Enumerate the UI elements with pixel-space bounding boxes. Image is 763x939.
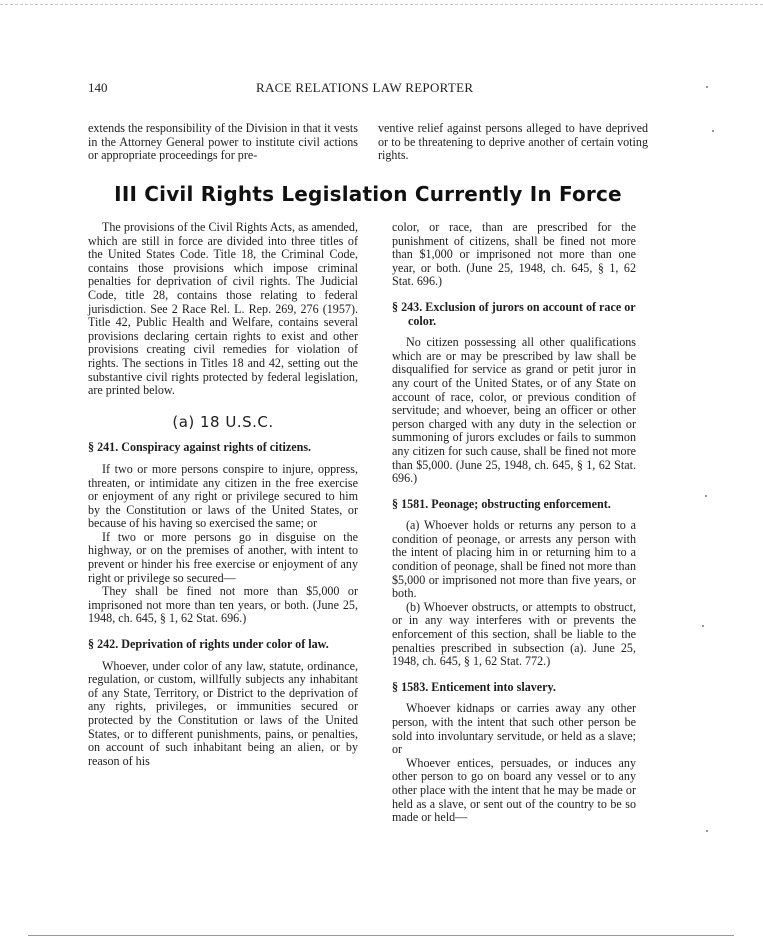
page-number: 140 [88,80,108,95]
section-title: III Civil Rights Legislation Currently In Force [114,182,622,206]
continued-paragraph-right: ventive relief against persons alleged to have deprived or to be threatening to deprive another of certain voting rights. [378,121,648,163]
section-1583-heading: § 1583. Enticement into slavery. [392,679,556,694]
continued-paragraph-left: extends the responsibility of the Division in that it vests in the Attorney General power to institute civil actions or appropriate proceedings for pre- [88,121,358,163]
section-1583-paragraph-1: Whoever kidnaps or carries away any other person, with the intent that such other person be sold into involuntary servitude, or held as a slave; or [392,701,636,757]
section-242-continuation: color, or race, than are prescribed for the punishment of citizens, shall be fined not more than $1,000 or imprisoned not more than one year, or both. (June 25, 1948, ch. 645, § 1, 62 Stat. 696.) [392,220,636,289]
section-241-paragraph-2: If two or more persons go in disguise on the highway, or on the premises of another, with intent to prevent or hinder his free exercise or enjoyment of any right or privilege so secured— [88,529,358,585]
section-241-heading: § 241. Conspiracy against rights of citizens. [88,440,312,455]
section-241-paragraph-1: If two or more persons conspire to injure, oppress, threaten, or intimidate any citizen in the free exercise or enjoyment of any right or privilege secured to him by the Constitution or laws of the United States, or because of his having so exercised the same; or [88,461,358,531]
section-243-heading: § 243. Exclusion of jurors on account of race or color. [392,299,636,328]
scan-speck [705,495,707,497]
scan-speck [712,130,714,132]
scan-speck [706,830,708,832]
subheading-18-usc: (a) 18 U.S.C. [172,412,274,431]
intro-paragraph: The provisions of the Civil Rights Acts, as amended, which are still in force are divided into three titles of the United States Code. Title 18, the Criminal Code, contains those provisions which impose criminal penalties for deprivation of civil rights. The Judicial Code, title 28, contains those relating to federal jurisdiction. See 2 Race Rel. L. Rep. 269, 276 (1957). Title 42, Public Health and Welfare, contains several provisions declaring certain rights to exist and other provisions creating civil remedies for violation of rights. The sections in Titles 18 and 42, setting out the substantive civil rights protected by federal legislation, are printed below. [88,220,358,398]
section-1581-heading: § 1581. Peonage; obstructing enforcement. [392,496,611,511]
section-1581-subsection-a: (a) Whoever holds or returns any person to a condition of peonage, or arrests any person with the intent of placing him in or returning him to a condition of peonage, shall be fined not more than $5,000 or imprisoned not more than five years, or both. [392,518,636,601]
scan-bottom-border [28,935,734,936]
continued-text-right [378,122,648,163]
scan-top-border [0,4,763,5]
section-242-heading: § 242. Deprivation of rights under color of law. [88,637,329,652]
section-1581-subsection-b: (b) Whoever obstructs, or attempts to obstruct, or in any way interferes with or prevents the enforcement of this section, shall be liable to the penalties prescribed in subsection (a). June 25, 1948, ch. 645, § 1, 62 Stat. 772.) [392,599,636,669]
scan-speck [702,625,704,627]
left-column [88,221,358,768]
section-242-paragraph-1: Whoever, under color of any law, statute, ordinance, regulation, or custom, willfully subjects any inhabitant of any State, Territory, or District to the deprivation of any rights, privileges, or immunities secured or protected by the Constitution or laws of the United States, or to different punishments, pains, or penalties, on account of such inhabitant being an alien, or by reason of his [88,658,358,768]
scan-speck [706,86,708,88]
section-243-paragraph-1: No citizen possessing all other qualifications which are or may be prescribed by law shall be disqualified for service as grand or petit juror in any court of the United States, or of any State on account of race, color, or previous condition of servitude; and whoever, being an officer or other person charged with any duty in the selection or summoning of jurors excludes or fails to summon any citizen for such cause, shall be fined not more than $5,000. (June 25, 1948, ch. 645, § 1, 62 Stat. 696.) [392,335,636,486]
continued-text-left [88,122,358,163]
section-1583-paragraph-2: Whoever entices, persuades, or induces any other person to go on board any vessel or to any other place with the intent that he may be made or held as a slave, or sent out of the country to be so made or held— [392,755,636,825]
right-column [392,221,636,825]
section-241-paragraph-3: They shall be fined not more than $5,000 or imprisoned not more than ten years, or both. (June 25, 1948, ch. 645, § 1, 62 Stat. 696.) [88,584,358,626]
running-head: RACE RELATIONS LAW REPORTER [256,80,474,95]
